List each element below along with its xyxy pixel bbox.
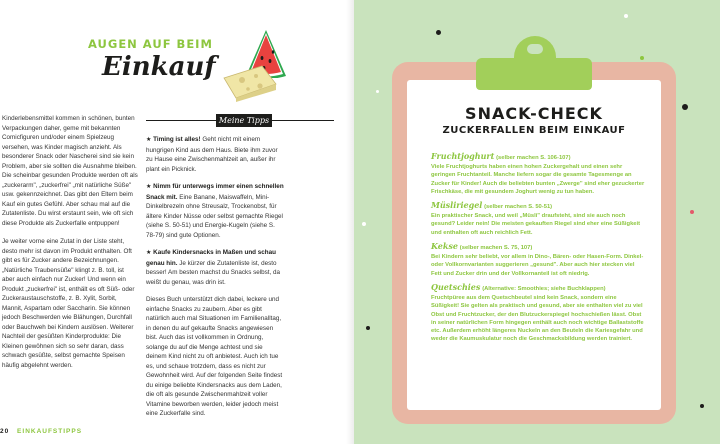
- intro-paragraph-1: Kinderlebensmittel kommen in schönen, bunten Verpackungen daher, geme mit bekannten Comicfiguren und/oder einem Spielzeug versehen, was Kinder magisch anzieht. Als besonderer Snack oder Nascherei sind sie kein Problem, aber sie sollten die Ausnahme bleiben. Die scheinbar gesunden Produkte werden oft als „zuckerarm", „zuckerfrei" „mit natürliche Süße" usw. gekennzeichnet. Das gibt den Eltern beim Kauf ein gutes Gefühl. Aber schau mal auf die Zutatenliste. Du wirst erstaunt sein, wie oft sich diese Produkte als Zuckerfalle entpuppen!: [2, 115, 138, 227]
- snack-text: Fruchtpüree aus dem Quetschbeutel sind kein Snack, sondern eine Süßigkeit! Sie gelten als praktisch und gesund, aber sie enthalten viel zu viel Obst und Fruchtzucker, der den Blutzuckerspiegel hochschießen lässt. Obst in seiner natürlichen Form hingegen enthält auch noch wichtige Ballaststoffe etc. Außerdem erhöht längeres Nuckeln an den Beuteln die Kariesgefahr und weder die Kaumuskulatur noch die Geschmacksbildung werden trainiert.: [431, 294, 644, 343]
- star-icon: ★: [146, 137, 152, 143]
- tip-text: Je kürzer die Zutatenliste ist, desto besser! Am besten machst du Snacks selbst, da weißt du genau, was drin ist.: [146, 259, 281, 286]
- snack-text: Bei Kindern sehr beliebt, vor allem in Dino-, Bären- oder Hasen-Form. Dinkel- oder Vollkornvarianten suggerieren „gesund". Aber auch hier stecken viel Fett und Zucker drin und der Vollkornanteil ist oft niedrig.: [431, 254, 644, 277]
- decorative-dot: [376, 90, 379, 93]
- decorative-dot: [640, 56, 644, 60]
- decorative-dot: [366, 326, 370, 330]
- clipboard-clip-hole: [527, 44, 543, 54]
- snack-name: Kekse: [431, 241, 459, 252]
- snack-name: Quetschies: [431, 281, 481, 292]
- clipboard-clip-base: [476, 58, 592, 90]
- tip-item: [146, 135, 284, 174]
- page-number: 20: [0, 428, 10, 435]
- snack-note: (selber machen S. 50-51): [484, 204, 553, 211]
- tip-text: Eine Banane, Maiswaffeln, Mini-Dinkelbrezeln ohne Streusalz, Trockenobst, für ältere Kinder Nüsse oder selbst gemachte Riegel (siehe S. 50-51) und Energie-Kugeln (siehe S. 78-79) sind gute Optionen.: [146, 193, 283, 239]
- snack-entries: [431, 151, 645, 344]
- tips-label: Meine Tipps: [216, 114, 272, 127]
- intro-paragraph-2: Je weiter vorne eine Zutat in der Liste steht, desto mehr ist davon im Produkt enthalten. Oft gibt es für Zucker andere Bezeichnungen. „Natürliche Traubensüße" klingt z. B. toll, ist aber auch einfach nur Zucker! Und wenn ein Produkt „zuckerfrei" ist, enthält es oft Süß- oder Zuckeraustauschstoffe, z. B. Xylit, Sorbit, Mannit, Aspartam oder Saccharin. Sie können jedoch Beschwerden wie Blähungen, Durchfall oder Bauchweh bei Kindern auslösen. Weiterer Nachteil der gesüßten Kinderprodukte: Die Kleinen gewöhnen sich so sehr daran, dass schwach gesüßte, selbst gemachte Speisen häufig abgelehnt werden.: [2, 238, 135, 369]
- snack-name: Fruchtjoghurt: [431, 151, 495, 161]
- tip-item: [146, 248, 284, 287]
- tip-text: Geht nicht mit einem hungrigen Kind aus dem Haus. Biete ihm zuvor zu Hause eine Zwischenmahlzeit an, außer ihr plant ein Picknick.: [146, 136, 278, 173]
- decorative-dot: [362, 222, 366, 226]
- snack-entry: [431, 282, 645, 344]
- closing-paragraph: Dieses Buch unterstützt dich dabei, leckere und einfache Snacks zu zaubern. Aber es gibt natürlich auch mal Situationen im Familienalltag, in denen du auf gekaufte Snacks angewiesen bist. Auch das ist vollkommen in Ordnung, solange du auf die Menge achtest und sie deinem Kind nicht zu oft anbietest. Auch ich tue es, und schaue trotzdem, dass es nicht zur Gewohnheit wird. Auf der folgenden Seite findest du einige beliebte Kindersnacks aus dem Laden, die oft als gesunde Zwischenmahlzeit voller Vitamine beworben werden, leider jedoch meist eine Zuckerfalle sind.: [146, 296, 283, 417]
- snack-text: Viele Fruchtjoghurts haben einen hohen Zuckergehalt und einen sehr geringen Fruchtanteil. Manche liefern sogar die gesamte Tagesmenge an Zucker für Kinder! Auch die beliebten bunten „Zwerge" sind eher gezuckerter Frischkäse, die mit gesundem Joghurt wenig zu tun haben.: [431, 164, 645, 195]
- snack-check-title: SNACK-CHECK: [465, 104, 603, 123]
- decorative-dot: [624, 14, 628, 18]
- page-title: Einkauf: [102, 52, 216, 82]
- tip-title: Timing ist alles!: [153, 136, 201, 143]
- star-icon: ★: [146, 184, 152, 190]
- snack-note: (selber machen S. 75, 107): [459, 245, 533, 252]
- decorative-dot: [436, 30, 441, 35]
- decorative-dot: [690, 210, 694, 214]
- section-label: EINKAUFSTIPPS: [17, 428, 83, 435]
- tip-item: [146, 182, 284, 240]
- left-page: [0, 0, 354, 444]
- snack-check-subtitle: ZUCKERFALLEN BEIM EINKAUF: [442, 125, 626, 136]
- snack-note: (Alternative: Smoothies; siehe Buchklappen): [482, 285, 606, 292]
- snack-entry: [431, 200, 645, 237]
- snack-name: Müsliriegel: [431, 200, 483, 211]
- snack-text: Ein praktischer Snack, und weil „Müsli" draufsteht, sind sie auch noch gesund? Leider nein! Die meisten gekauften Riegel sind eher eine Süßigkeit und enthalten oft auch reichlich Fett.: [431, 213, 641, 236]
- snack-note: (selber machen S. 106-107): [496, 155, 571, 161]
- cheese-illustration: [222, 64, 278, 102]
- tips-column: [146, 135, 284, 419]
- page-footer: [0, 428, 82, 438]
- tip-title: Nimm für unterwegs immer einen schnellen Snack mit.: [146, 183, 284, 201]
- snack-entry: [431, 151, 645, 196]
- star-icon: ★: [146, 250, 152, 256]
- decorative-dot: [700, 404, 704, 408]
- decorative-dot: [682, 104, 688, 110]
- tip-title: Kaufe Kindersnacks in Maßen und schau genau hin.: [146, 249, 276, 267]
- page-overline: AUGEN AUF BEIM: [88, 37, 213, 51]
- snack-entry: [431, 241, 645, 278]
- intro-column: [2, 114, 138, 370]
